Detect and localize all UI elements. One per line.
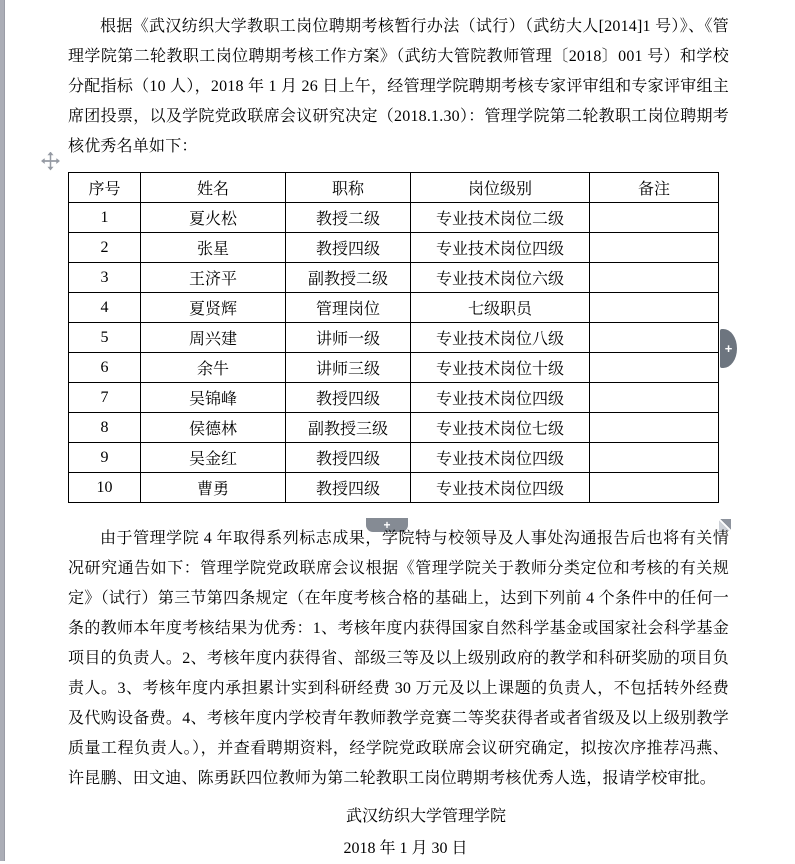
column-header: 岗位级别 [411, 173, 590, 203]
table-row [69, 263, 719, 293]
table-cell: 管理岗位 [286, 293, 411, 323]
table-row [69, 293, 719, 323]
table-cell: 专业技术岗位二级 [411, 203, 590, 233]
table-cell: 6 [69, 353, 141, 383]
table-cell: 七级职员 [411, 293, 590, 323]
table-cell [590, 443, 719, 473]
table-cell: 夏贤辉 [141, 293, 286, 323]
table-cell [590, 353, 719, 383]
table-cell [590, 413, 719, 443]
table-cell: 专业技术岗位四级 [411, 383, 590, 413]
table-cell: 副教授二级 [286, 263, 411, 293]
table-cell: 教授二级 [286, 203, 411, 233]
table-header-row [69, 173, 719, 203]
table-cell: 专业技术岗位八级 [411, 323, 590, 353]
table-cell: 4 [69, 293, 141, 323]
table-cell: 7 [69, 383, 141, 413]
table-cell: 9 [69, 443, 141, 473]
table-row [69, 473, 719, 503]
table-cell: 3 [69, 263, 141, 293]
column-header: 职称 [286, 173, 411, 203]
plus-icon: + [724, 341, 733, 356]
paragraph-decision: 由于管理学院 4 年取得系列标志成果，学院特与校领导及人事处沟通报告后也将有关情况研究通告如下：管理学院党政联席会议根据《管理学院关于教师分类定位和考核的有关规定》（试行）第三节第四条规定（在年度考核合格的基础上，达到下列前 4 个条件中的任何一条的教师本年度考核结果为优秀：1、考核年度内获得国家自然科学基金或国家社会科学基金项目的负责人。2、考核年度内获得省、部级三等及以上级别政府的教学和科研奖励的项目负责人。3、考核年度内承担累计实到科研经费 30 万元及以上课题的负责人，不包括转外经费及代购设备费。4、考核年度内学校青年教师教学竞赛二等奖获得者或者省级及以上级别教学质量工程负责人。），并查看聘期资料，经学院党政联席会议研究确定，拟按次序推荐冯燕、许昆鹏、田文迪、陈勇跃四位教师为第二轮教职工岗位聘期考核优秀人选，报请学校审批。 [68, 530, 729, 787]
table-cell: 专业技术岗位七级 [411, 413, 590, 443]
table-cell: 周兴建 [141, 323, 286, 353]
plus-icon: + [383, 518, 391, 532]
table-row [69, 323, 719, 353]
window-edge-strip [0, 0, 5, 861]
table-cell [590, 203, 719, 233]
paragraph-intro: 根据《武汉纺织大学教职工岗位聘期考核暂行办法（试行）（武纺大人[2014]1 号）》、《管理学院第二轮教职工岗位聘期考核工作方案》（武纺大管院教师管理〔2018〕001 号）和学校分配指标（10 人），2018 年 1 月 26 日上午，经管理学院聘期考核专家评审组和专家评审组主席团投票，以及学院党政联席会议研究决定（2018.1.30）：管理学院第二轮教职工岗位聘期考核优秀名单如下： [68, 18, 729, 155]
assessment-table [68, 172, 719, 503]
table-cell [590, 473, 719, 503]
insert-column-button[interactable] [720, 329, 737, 368]
four-way-arrow-icon [40, 159, 61, 176]
table-row [69, 233, 719, 263]
table-cell: 2 [69, 233, 141, 263]
table-cell: 余牛 [141, 353, 286, 383]
table-cell: 教授四级 [286, 233, 411, 263]
table-cell: 讲师三级 [286, 353, 411, 383]
table-cell: 专业技术岗位四级 [411, 473, 590, 503]
table-cell: 5 [69, 323, 141, 353]
table-move-handle[interactable] [40, 150, 61, 172]
table-cell: 曹勇 [141, 473, 286, 503]
table-cell [590, 293, 719, 323]
table-cell: 吴锦峰 [141, 383, 286, 413]
table-cell [590, 383, 719, 413]
table-row [69, 443, 719, 473]
table-cell: 王济平 [141, 263, 286, 293]
table-cell [590, 323, 719, 353]
table-row [69, 203, 719, 233]
table-cell: 教授四级 [286, 383, 411, 413]
table-cell: 专业技术岗位六级 [411, 263, 590, 293]
table-cell: 10 [69, 473, 141, 503]
table-cell: 专业技术岗位四级 [411, 233, 590, 263]
column-header: 姓名 [141, 173, 286, 203]
assessment-table-body [69, 203, 719, 503]
table-cell: 夏火松 [141, 203, 286, 233]
table-row [69, 383, 719, 413]
date-line: 2018 年 1 月 30 日 [343, 840, 468, 857]
table-cell [590, 233, 719, 263]
table-cell: 吴金红 [141, 443, 286, 473]
table-cell: 教授四级 [286, 473, 411, 503]
table-row [69, 413, 719, 443]
table-cell: 副教授三级 [286, 413, 411, 443]
table-cell: 教授四级 [286, 443, 411, 473]
column-header: 备注 [590, 173, 719, 203]
table-cell: 讲师一级 [286, 323, 411, 353]
column-header: 序号 [69, 173, 141, 203]
table-cell: 8 [69, 413, 141, 443]
table-cell: 张星 [141, 233, 286, 263]
signature: 武汉纺织大学管理学院 [345, 808, 506, 825]
table-row [69, 353, 719, 383]
table-cell: 1 [69, 203, 141, 233]
table-cell: 侯德林 [141, 413, 286, 443]
table-cell [590, 263, 719, 293]
table-cell: 专业技术岗位四级 [411, 443, 590, 473]
table-cell: 专业技术岗位十级 [411, 353, 590, 383]
